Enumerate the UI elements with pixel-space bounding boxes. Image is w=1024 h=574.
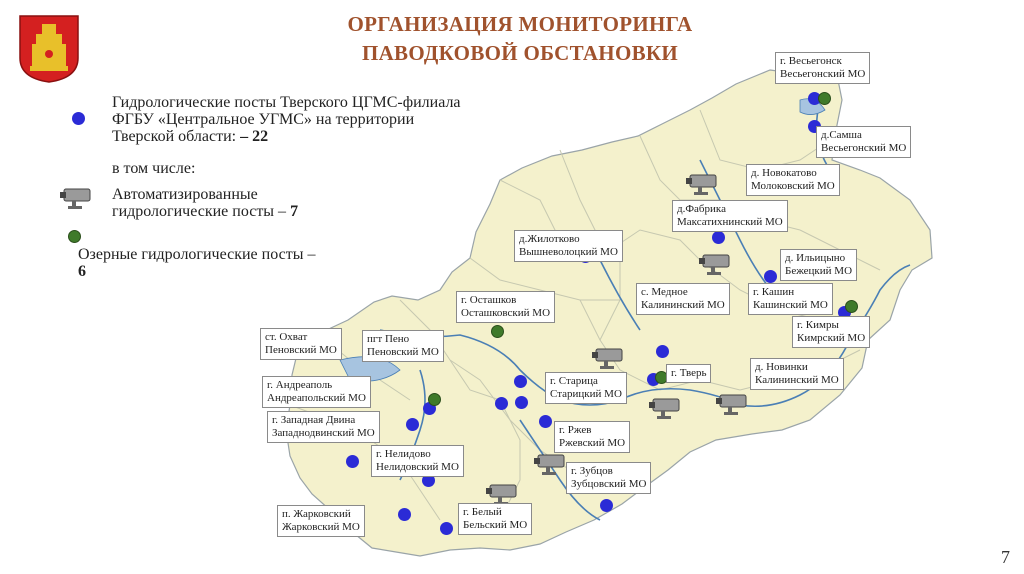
- legend-lake-posts: [78, 246, 318, 280]
- post-dot-rzhev: [539, 415, 552, 428]
- legend-including: в том числе:: [112, 160, 196, 177]
- label-text: г. Осташков: [461, 294, 517, 306]
- legend-green-dot: [68, 230, 81, 243]
- label-okhvat: [260, 328, 342, 360]
- legend-hydro-count: – 22: [240, 128, 269, 145]
- lake-dot-kashin: [845, 300, 858, 313]
- label-text: г. Старица: [550, 375, 598, 387]
- label-text: г. Ржев: [559, 424, 592, 436]
- label-text: Калининский МО: [755, 374, 839, 386]
- post-dot-tver: [656, 345, 669, 358]
- post-dot-zubtsov: [600, 499, 613, 512]
- label-text: г. Белый: [463, 506, 502, 518]
- camera-icon: [532, 452, 566, 476]
- post-dot-bely: [440, 522, 453, 535]
- legend-auto-posts: [112, 186, 352, 220]
- label-text: Осташковский МО: [461, 307, 551, 319]
- label-tver: [666, 364, 711, 383]
- label-text: г. Кимры: [797, 319, 839, 331]
- label-text: г. Тверь: [671, 367, 707, 379]
- label-staritsa: [545, 372, 627, 404]
- label-zapadnaya-dvina: [267, 411, 380, 443]
- label-text: г. Весьегонск: [780, 55, 842, 67]
- label-text: Калининский МО: [641, 299, 725, 311]
- label-zharkovsky: [277, 505, 365, 537]
- label-text: г. Андреаполь: [267, 379, 333, 391]
- label-text: Пеновский МО: [265, 344, 337, 356]
- label-vesyegonsk: [775, 52, 870, 84]
- label-peno: [362, 330, 444, 362]
- label-text: д.Жилотково: [519, 233, 580, 245]
- label-fabrika: [672, 200, 788, 232]
- camera-icon: [714, 392, 748, 416]
- legend-auto-count: 7: [290, 203, 299, 220]
- label-zubtsov: [566, 462, 651, 494]
- legend-hydro-posts: [112, 94, 472, 145]
- label-kashin: [748, 283, 833, 315]
- post-dot-zapdvina: [406, 418, 419, 431]
- legend-lake-text: Озерные гидрологические посты –: [78, 246, 316, 263]
- label-bely: [458, 503, 532, 535]
- label-text: г. Западная Двина: [272, 414, 356, 426]
- label-text: Вышневолоцкий МО: [519, 246, 618, 258]
- title-line1: ОРГАНИЗАЦИЯ МОНИТОРИНГА: [347, 12, 693, 36]
- label-text: Бельский МО: [463, 519, 528, 531]
- label-text: Зубцовский МО: [571, 478, 647, 490]
- label-text: Старицкий МО: [550, 388, 622, 400]
- label-text: д.Фабрика: [677, 203, 726, 215]
- camera-icon: [697, 252, 731, 276]
- label-text: Весьегонский МО: [780, 68, 866, 80]
- legend-blue-dot: [72, 112, 85, 125]
- label-text: г. Нелидово: [376, 448, 431, 460]
- label-text: пгт Пено: [367, 333, 410, 345]
- label-text: Кашинский МО: [753, 299, 828, 311]
- page-number: 7: [1001, 547, 1010, 567]
- post-dot-zharkovsky: [398, 508, 411, 521]
- post-dot-nelidovo: [346, 455, 359, 468]
- label-text: г. Кашин: [753, 286, 795, 298]
- label-ostashkov: [456, 291, 555, 323]
- label-text: с. Медное: [641, 286, 688, 298]
- label-text: п. Жарковский: [282, 508, 351, 520]
- label-text: Ржевский МО: [559, 437, 626, 449]
- camera-icon: [58, 186, 92, 210]
- label-ilytsyno: [780, 249, 857, 281]
- label-text: Молоковский МО: [751, 180, 835, 192]
- label-nelidovo: [371, 445, 464, 477]
- label-rzhev: [554, 421, 630, 453]
- label-text: Весьегонский МО: [821, 142, 907, 154]
- label-text: г. Зубцов: [571, 465, 613, 477]
- label-text: Андреапольский МО: [267, 392, 366, 404]
- legend-hydro-text: Гидрологические посты Тверского ЦГМС-филиала ФГБУ «Центральное УГМС» на территории Тверской области:: [112, 94, 461, 145]
- lake-dot-ostashkov: [491, 325, 504, 338]
- post-dot-volga: [515, 396, 528, 409]
- label-text: Жарковский МО: [282, 521, 360, 533]
- lake-dot-andreapol: [428, 393, 441, 406]
- label-zhilotkovo: [514, 230, 623, 262]
- post-dot-peno: [495, 397, 508, 410]
- camera-icon: [684, 172, 718, 196]
- label-text: Бежецкий МО: [785, 265, 853, 277]
- label-andreapol: [262, 376, 371, 408]
- label-kimry: [792, 316, 870, 348]
- legend-auto-text: Автоматизированные гидрологические посты –: [112, 186, 287, 220]
- post-dot-fabrika: [712, 231, 725, 244]
- camera-icon: [590, 346, 624, 370]
- label-samsha: [816, 126, 911, 158]
- post-dot-ilytsyno: [764, 270, 777, 283]
- label-text: д.Самша: [821, 129, 862, 141]
- lake-dot-vesyegonsk: [818, 92, 831, 105]
- label-text: д. Ильицыно: [785, 252, 846, 264]
- title-line2: ПАВОДКОВОЙ ОБСТАНОВКИ: [361, 41, 679, 65]
- label-text: д. Новокатово: [751, 167, 817, 179]
- label-text: Максатихнинский МО: [677, 216, 783, 228]
- label-text: д. Новинки: [755, 361, 808, 373]
- label-novinki: [750, 358, 844, 390]
- label-text: Пеновский МО: [367, 346, 439, 358]
- label-text: ст. Охват: [265, 331, 308, 343]
- camera-icon: [647, 396, 681, 420]
- post-dot-staritsa: [514, 375, 527, 388]
- label-mednoe: [636, 283, 730, 315]
- label-novokatovo: [746, 164, 840, 196]
- label-text: Западнодвинский МО: [272, 427, 375, 439]
- label-text: Нелидовский МО: [376, 461, 459, 473]
- label-text: Кимрский МО: [797, 332, 866, 344]
- legend-lake-count: 6: [78, 263, 86, 280]
